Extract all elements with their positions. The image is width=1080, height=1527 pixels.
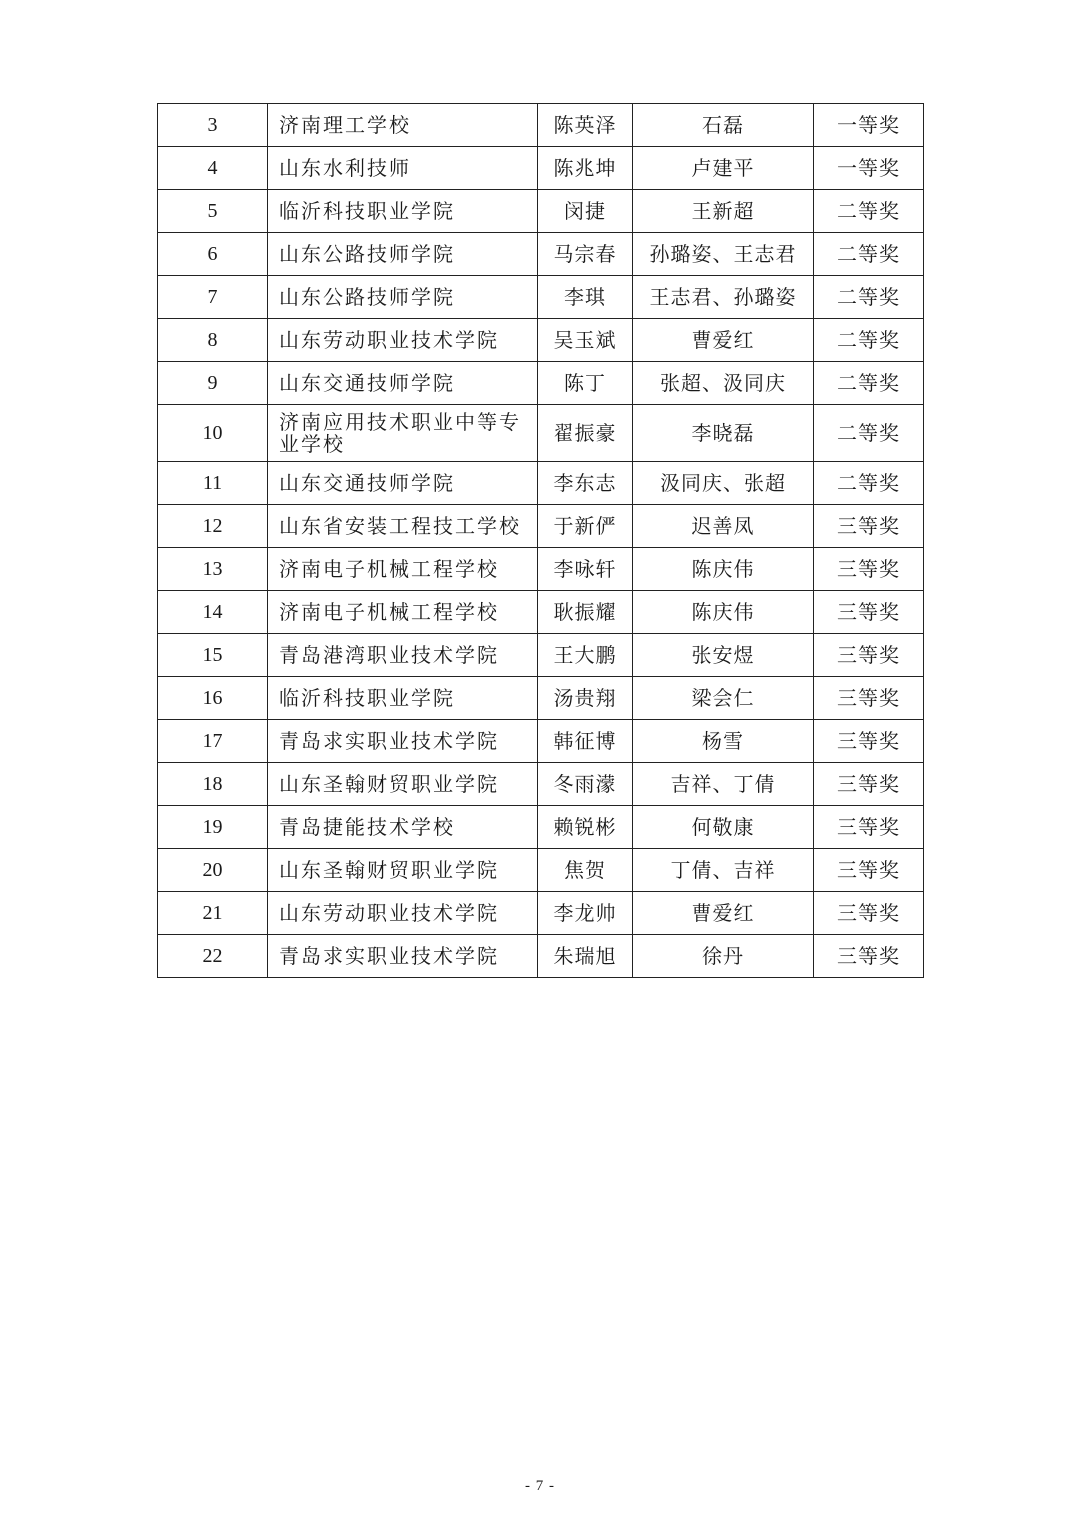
- student-name: 于新俨: [538, 505, 633, 548]
- teacher-name: 石磊: [633, 104, 814, 147]
- row-number: 3: [158, 104, 268, 147]
- teacher-name: 陈庆伟: [633, 548, 814, 591]
- teacher-name: 王志君、孙璐姿: [633, 276, 814, 319]
- school-name: 济南理工学校: [268, 104, 538, 147]
- row-number: 12: [158, 505, 268, 548]
- student-name: 吴玉斌: [538, 319, 633, 362]
- table-row: [158, 462, 924, 505]
- student-name: 马宗春: [538, 233, 633, 276]
- school-name: 山东圣翰财贸职业学院: [268, 849, 538, 892]
- teacher-name: 何敬康: [633, 806, 814, 849]
- award-level: 二等奖: [814, 190, 924, 233]
- row-number: 10: [158, 405, 268, 462]
- table-row: [158, 405, 924, 462]
- award-level: 三等奖: [814, 935, 924, 978]
- school-name: 山东交通技师学院: [268, 462, 538, 505]
- school-name: 山东水利技师: [268, 147, 538, 190]
- row-number: 16: [158, 677, 268, 720]
- student-name: 陈兆坤: [538, 147, 633, 190]
- table-row: [158, 505, 924, 548]
- row-number: 13: [158, 548, 268, 591]
- table-row: [158, 147, 924, 190]
- row-number: 9: [158, 362, 268, 405]
- table-row: [158, 763, 924, 806]
- award-level: 三等奖: [814, 763, 924, 806]
- school-name: 青岛求实职业技术学院: [268, 935, 538, 978]
- student-name: 陈英泽: [538, 104, 633, 147]
- student-name: 朱瑞旭: [538, 935, 633, 978]
- table-row: [158, 276, 924, 319]
- award-level: 一等奖: [814, 104, 924, 147]
- award-level: 二等奖: [814, 362, 924, 405]
- row-number: 19: [158, 806, 268, 849]
- award-level: 三等奖: [814, 806, 924, 849]
- table-row: [158, 548, 924, 591]
- school-name: 济南应用技术职业中等专业学校: [268, 405, 538, 462]
- teacher-name: 张安煜: [633, 634, 814, 677]
- student-name: 翟振豪: [538, 405, 633, 462]
- award-level: 三等奖: [814, 505, 924, 548]
- teacher-name: 张超、汲同庆: [633, 362, 814, 405]
- row-number: 6: [158, 233, 268, 276]
- row-number: 8: [158, 319, 268, 362]
- table-row: [158, 634, 924, 677]
- table-row: [158, 591, 924, 634]
- table-row: [158, 362, 924, 405]
- award-level: 一等奖: [814, 147, 924, 190]
- teacher-name: 徐丹: [633, 935, 814, 978]
- student-name: 冬雨濛: [538, 763, 633, 806]
- row-number: 11: [158, 462, 268, 505]
- page-number: - 7 -: [525, 1478, 555, 1494]
- teacher-name: 王新超: [633, 190, 814, 233]
- awards-table: [157, 103, 924, 978]
- teacher-name: 曹爱红: [633, 892, 814, 935]
- awards-table-body: [158, 104, 924, 978]
- student-name: 汤贵翔: [538, 677, 633, 720]
- row-number: 15: [158, 634, 268, 677]
- student-name: 陈丁: [538, 362, 633, 405]
- teacher-name: 汲同庆、张超: [633, 462, 814, 505]
- row-number: 14: [158, 591, 268, 634]
- school-name: 临沂科技职业学院: [268, 190, 538, 233]
- student-name: 王大鹏: [538, 634, 633, 677]
- award-level: 三等奖: [814, 720, 924, 763]
- table-row: [158, 677, 924, 720]
- teacher-name: 李晓磊: [633, 405, 814, 462]
- student-name: 李琪: [538, 276, 633, 319]
- teacher-name: 杨雪: [633, 720, 814, 763]
- row-number: 21: [158, 892, 268, 935]
- table-row: [158, 190, 924, 233]
- school-name: 山东劳动职业技术学院: [268, 319, 538, 362]
- teacher-name: 陈庆伟: [633, 591, 814, 634]
- teacher-name: 迟善凤: [633, 505, 814, 548]
- school-name: 山东省安装工程技工学校: [268, 505, 538, 548]
- table-row: [158, 319, 924, 362]
- teacher-name: 孙璐姿、王志君: [633, 233, 814, 276]
- school-name: 山东公路技师学院: [268, 276, 538, 319]
- teacher-name: 梁会仁: [633, 677, 814, 720]
- table-row: [158, 104, 924, 147]
- row-number: 18: [158, 763, 268, 806]
- school-name: 山东圣翰财贸职业学院: [268, 763, 538, 806]
- award-level: 二等奖: [814, 462, 924, 505]
- award-level: 三等奖: [814, 634, 924, 677]
- student-name: 赖锐彬: [538, 806, 633, 849]
- school-name: 济南电子机械工程学校: [268, 591, 538, 634]
- award-level: 二等奖: [814, 233, 924, 276]
- school-name: 山东劳动职业技术学院: [268, 892, 538, 935]
- award-level: 三等奖: [814, 677, 924, 720]
- teacher-name: 卢建平: [633, 147, 814, 190]
- student-name: 李东志: [538, 462, 633, 505]
- table-row: [158, 892, 924, 935]
- school-name: 青岛捷能技术学校: [268, 806, 538, 849]
- award-level: 二等奖: [814, 405, 924, 462]
- student-name: 李龙帅: [538, 892, 633, 935]
- table-row: [158, 720, 924, 763]
- teacher-name: 丁倩、吉祥: [633, 849, 814, 892]
- award-level: 二等奖: [814, 276, 924, 319]
- table-row: [158, 806, 924, 849]
- teacher-name: 曹爱红: [633, 319, 814, 362]
- row-number: 22: [158, 935, 268, 978]
- school-name: 青岛求实职业技术学院: [268, 720, 538, 763]
- award-level: 三等奖: [814, 892, 924, 935]
- row-number: 4: [158, 147, 268, 190]
- row-number: 7: [158, 276, 268, 319]
- table-row: [158, 935, 924, 978]
- teacher-name: 吉祥、丁倩: [633, 763, 814, 806]
- student-name: 耿振耀: [538, 591, 633, 634]
- school-name: 临沂科技职业学院: [268, 677, 538, 720]
- school-name: 山东交通技师学院: [268, 362, 538, 405]
- row-number: 17: [158, 720, 268, 763]
- row-number: 5: [158, 190, 268, 233]
- student-name: 焦贺: [538, 849, 633, 892]
- award-level: 三等奖: [814, 548, 924, 591]
- school-name: 济南电子机械工程学校: [268, 548, 538, 591]
- table-row: [158, 233, 924, 276]
- award-level: 三等奖: [814, 591, 924, 634]
- school-name: 山东公路技师学院: [268, 233, 538, 276]
- student-name: 闵捷: [538, 190, 633, 233]
- award-level: 三等奖: [814, 849, 924, 892]
- award-level: 二等奖: [814, 319, 924, 362]
- student-name: 韩征博: [538, 720, 633, 763]
- school-name: 青岛港湾职业技术学院: [268, 634, 538, 677]
- student-name: 李咏轩: [538, 548, 633, 591]
- row-number: 20: [158, 849, 268, 892]
- table-row: [158, 849, 924, 892]
